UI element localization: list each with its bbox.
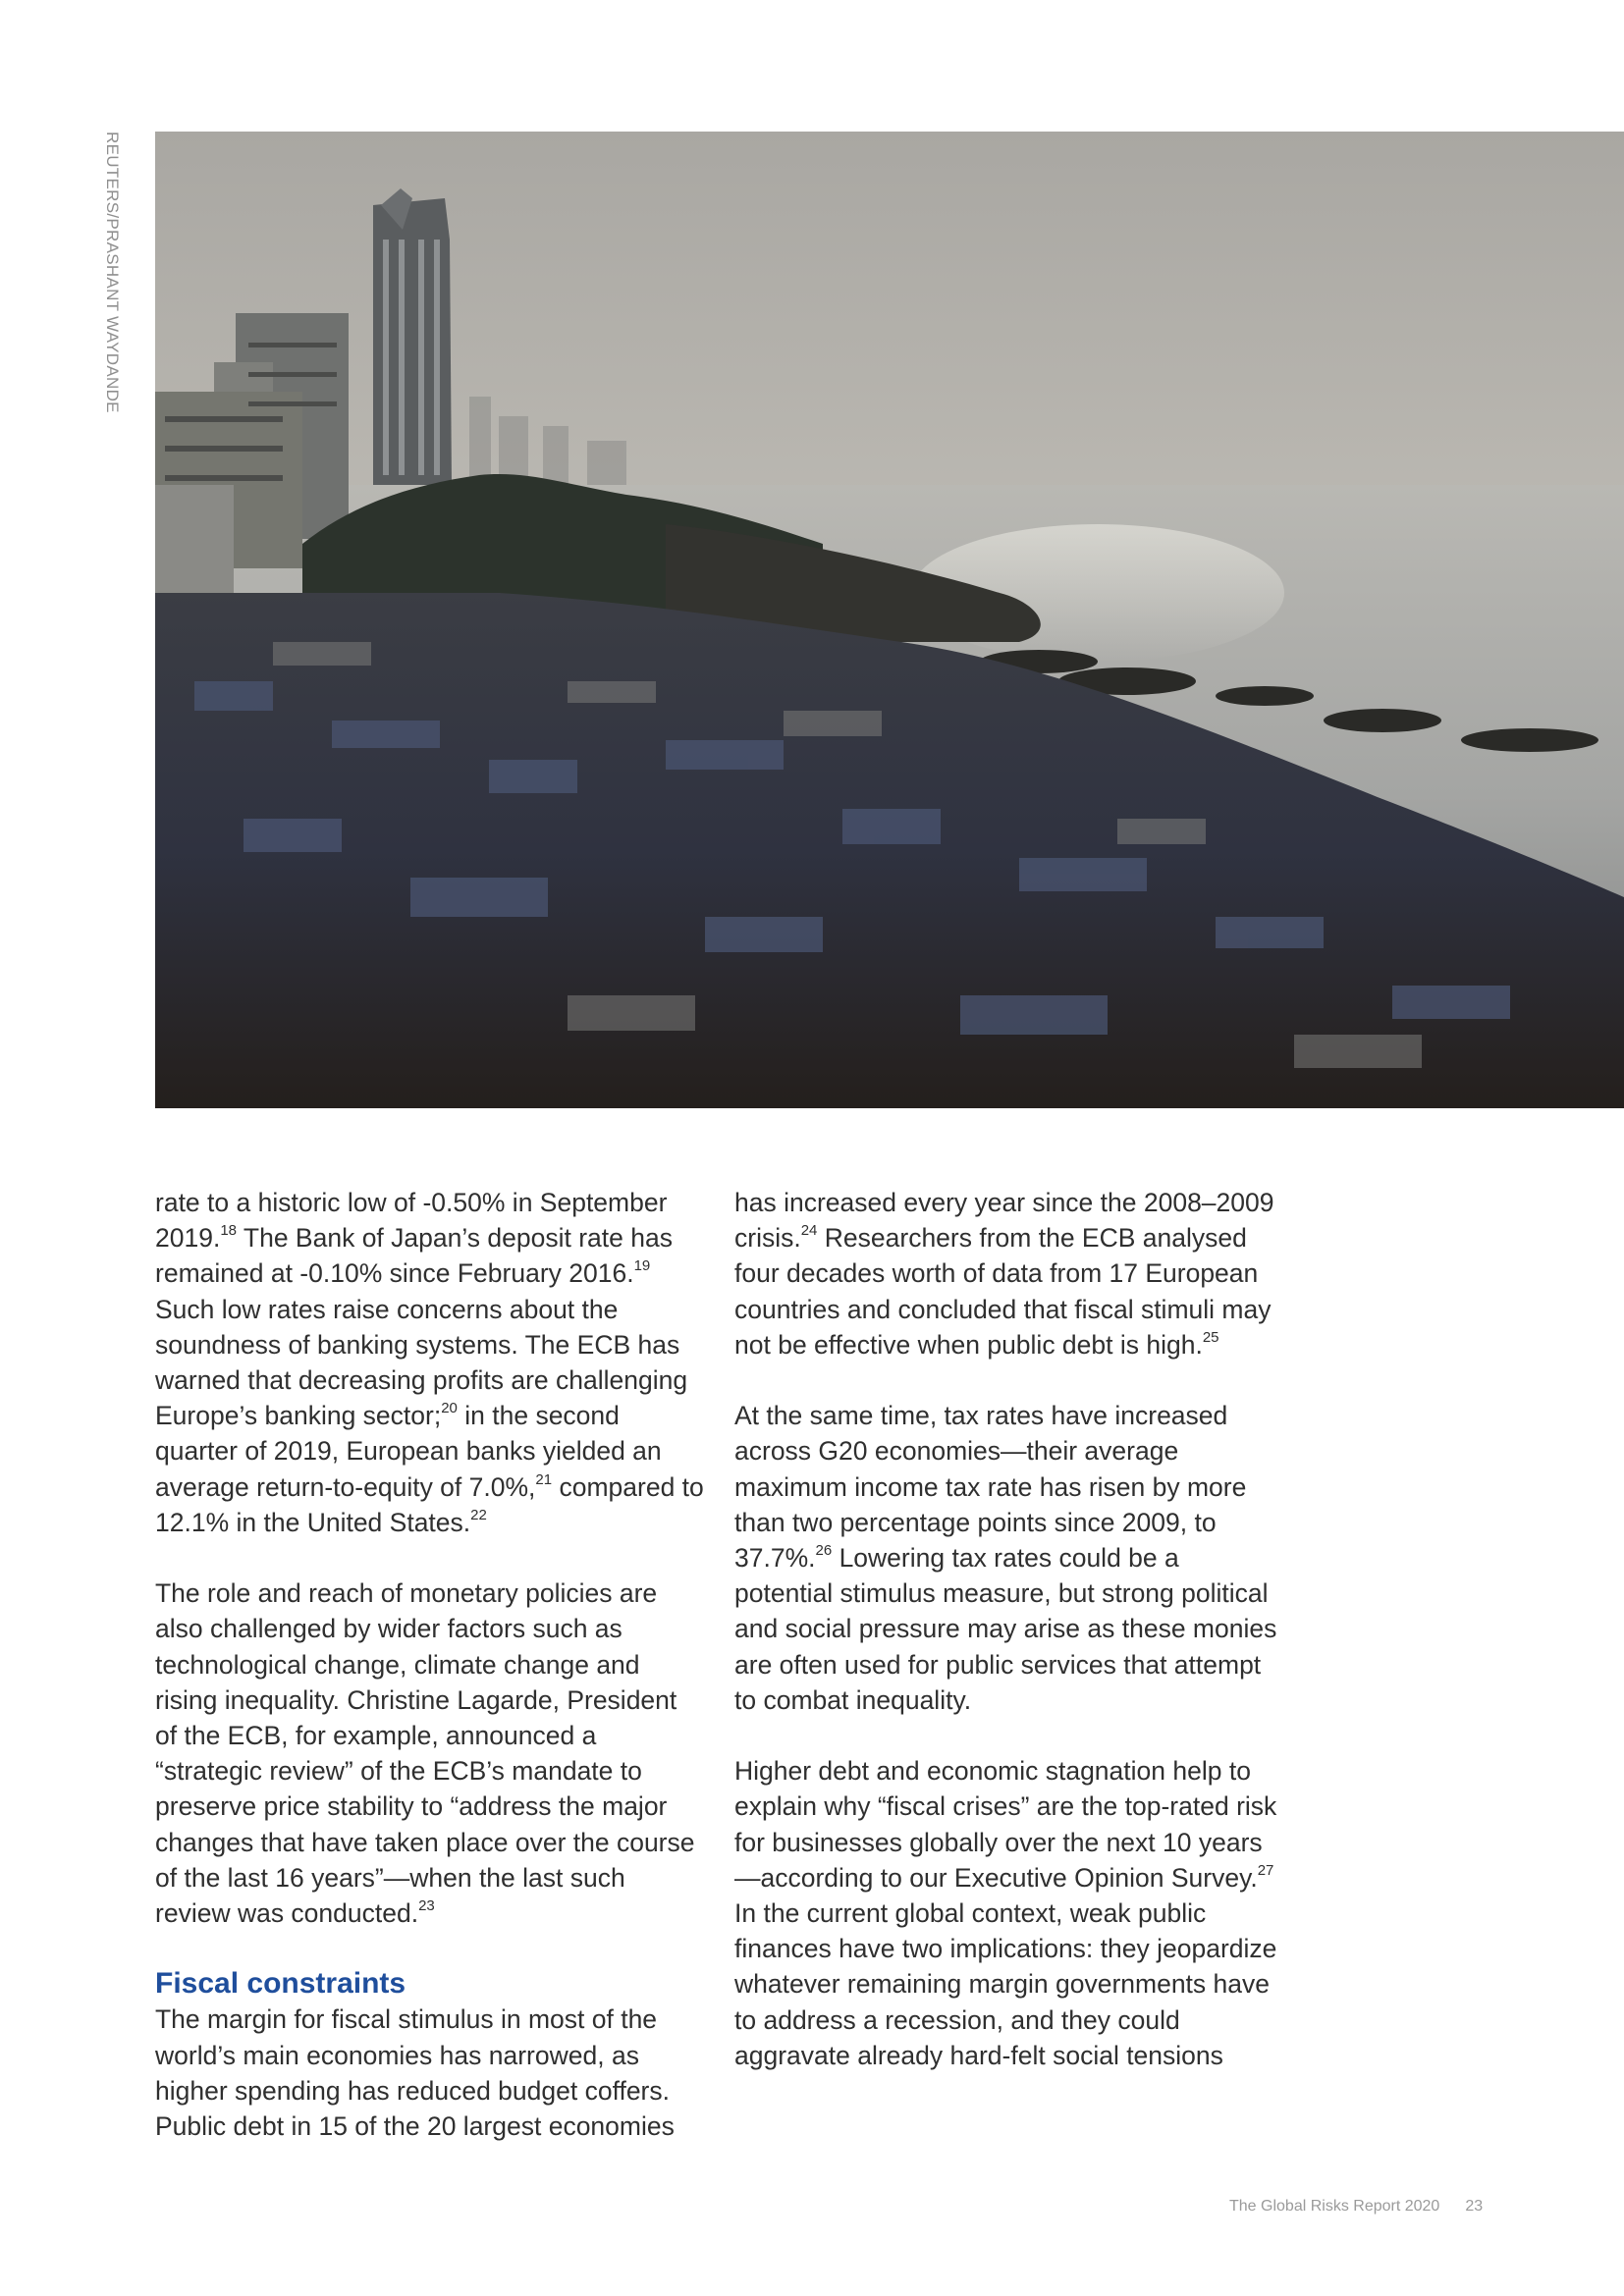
photo-credit: REUTERS/PRASHANT WAYDANDE [103, 132, 122, 413]
photo-illustration [155, 132, 1624, 1108]
paragraph: Higher debt and economic stagnation help to explain why “fiscal crises” are the top-rated risk for businesses globally over the next 10 years—according to our Executive Opinion Survey.$^{27}$ In the current global context, weak public finances have two implications: they jeopardize whatever remaining margin governments have to address a recession, and they could aggravate already hard-felt social tensions [734, 1756, 1277, 2070]
footnote-ref: 18 [220, 1222, 238, 1240]
paragraph: At the same time, tax rates have increased across G20 economies—their average maximum income tax rate has risen by more than two percentage points since 2009, to 37.7%.$^{26}$ Lowering tax rates could be a potential stimulus measure, but strong political and social pressure may arise as these monies are often used for public services that attempt to combat inequality. [734, 1401, 1277, 1715]
footnote-ref: 21 [535, 1470, 553, 1488]
paragraph: rate to a historic low of -0.50% in September 2019.18 The Bank of Japan’s deposit rate has remained at -0.10% since February 2016.19 Such low rates raise concerns about the soundness of banking systems. The ECB has warned that decreasing profits are challenging Europe’s banking sector;$^{20}$ in the second quarter of 2019, European banks yielded an average return-to-equity of 7.0%,$^{21}$ compared to 12.1% in the United States.$^{22}$ [155, 1188, 704, 1537]
paragraph: has increased every year since the 2008–2009 crisis.$^{24}$ Researchers from the ECB analysed four decades worth of data from 17 European countries and concluded that fiscal stimuli may not be effective when public debt is high.$^{25}$ [734, 1188, 1274, 1360]
paragraph: The margin for fiscal stimulus in most of the world’s main economies has narrowed, as higher spending has reduced budget coffers. Public debt in 15 of the 20 largest economies [155, 2004, 675, 2142]
page-footer [1229, 2198, 1483, 2216]
footnote-ref: 22 [470, 1506, 487, 1523]
footnote-ref: 26 [815, 1542, 833, 1560]
photo-coastal-slum [155, 132, 1624, 1108]
footnote-ref: 19 [633, 1257, 651, 1275]
right-column [734, 1185, 1284, 2073]
footnote-ref: 23 [418, 1897, 435, 1915]
paragraph: The role and reach of monetary policies are also challenged by wider factors such as technological change, climate change and rising inequality. Christine Lagarde, President of the ECB, for example, announced a “strategic review” of the ECB’s mandate to preserve price stability to “address the major changes that have taken place over the course of the last 16 years”—when the last such review was conducted.$^{23}$ [155, 1578, 695, 1929]
footnote-ref: 20 [441, 1400, 458, 1417]
left-column [155, 1185, 705, 2144]
report-title: The Global Risks Report 2020 [1229, 2198, 1440, 2215]
section-heading-fiscal-constraints: Fiscal constraints [155, 1967, 406, 2001]
tall-tower [373, 188, 452, 485]
footnote-ref: 27 [1257, 1861, 1274, 1879]
footnote-ref: 25 [1202, 1328, 1219, 1346]
page-number: 23 [1465, 2198, 1484, 2215]
footnote-ref: 24 [800, 1222, 818, 1240]
